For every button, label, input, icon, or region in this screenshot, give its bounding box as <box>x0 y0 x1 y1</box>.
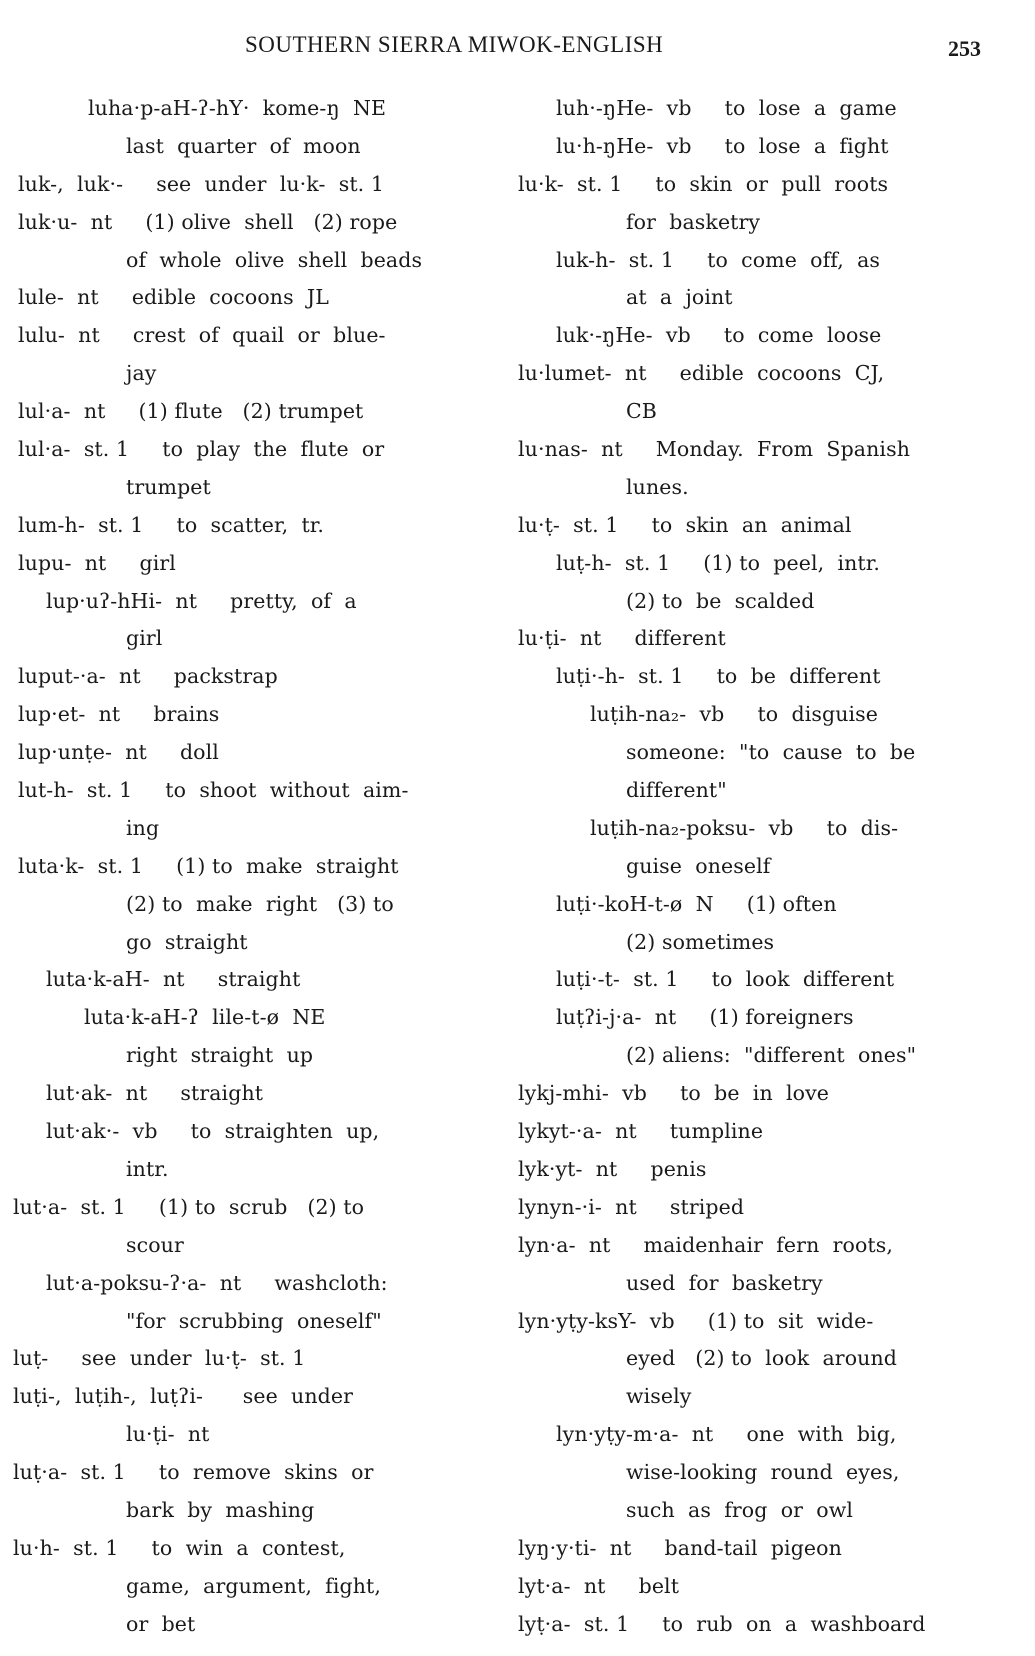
dictionary-line: luṭ-h- st. 1 (1) to peel, intr. <box>556 550 881 575</box>
dictionary-line: luṭi·-h- st. 1 to be different <box>556 664 881 689</box>
dictionary-line: luk·u- nt (1) olive shell (2) rope <box>18 209 398 234</box>
dictionary-line: go straight <box>126 929 248 954</box>
dictionary-line: luput-·a- nt packstrap <box>18 664 278 689</box>
dictionary-line: (2) to be scalded <box>626 588 815 613</box>
dictionary-line: luk-h- st. 1 to come off, as <box>556 247 881 272</box>
dictionary-line: trumpet <box>126 474 211 499</box>
dictionary-line: (2) to make right (3) to <box>126 891 394 916</box>
dictionary-line: lyn·yṭy-ksY- vb (1) to sit wide- <box>518 1308 874 1333</box>
dictionary-line: lul·a- nt (1) flute (2) trumpet <box>18 399 364 424</box>
dictionary-line: jay <box>126 361 157 386</box>
dictionary-line: lu·h- st. 1 to win a contest, <box>13 1535 346 1560</box>
dictionary-line: wise-looking round eyes, <box>626 1460 900 1485</box>
dictionary-line: luk-, luk·- see under lu·k- st. 1 <box>18 171 385 196</box>
dictionary-line: lum-h- st. 1 to scatter, tr. <box>18 512 325 537</box>
dictionary-line: luṭi·-koH-t-ø N (1) often <box>556 891 837 916</box>
dictionary-line: lu·ṭi- nt <box>126 1422 210 1447</box>
dictionary-line: guise oneself <box>626 853 771 878</box>
dictionary-line: of whole olive shell beads <box>126 247 423 272</box>
dictionary-line: lu·k- st. 1 to skin or pull roots <box>518 171 889 196</box>
dictionary-line: luṭih-na₂- vb to disguise <box>590 702 879 727</box>
right-column <box>518 90 1028 1644</box>
page-number: 253 <box>948 36 981 61</box>
dictionary-line: (2) sometimes <box>626 929 775 954</box>
dictionary-line: lyŋ·y·ti- nt band-tail pigeon <box>518 1535 842 1560</box>
dictionary-line: "for scrubbing oneself" <box>126 1308 382 1333</box>
dictionary-line: lut·a- st. 1 (1) to scrub (2) to <box>13 1194 365 1219</box>
dictionary-line: luṭi·-t- st. 1 to look different <box>556 967 895 992</box>
dictionary-line: lynyn-·i- nt striped <box>518 1194 745 1219</box>
dictionary-line: game, argument, fight, <box>126 1573 381 1598</box>
dictionary-line: lut·ak- nt straight <box>46 1081 264 1106</box>
dictionary-line: luk·-ŋHe- vb to come loose <box>556 323 882 348</box>
dictionary-line: luṭ·a- st. 1 to remove skins or <box>13 1460 374 1485</box>
dictionary-line: last quarter of moon <box>126 133 361 158</box>
dictionary-line: lyṭ·a- st. 1 to rub on a washboard <box>518 1611 926 1636</box>
dictionary-line: lulu- nt crest of quail or blue- <box>18 323 386 348</box>
dictionary-line: someone: "to cause to be <box>626 740 916 765</box>
dictionary-line: used for basketry <box>626 1270 823 1295</box>
dictionary-line: lu·ṭ- st. 1 to skin an animal <box>518 512 852 537</box>
dictionary-line: luh·-ŋHe- vb to lose a game <box>556 96 897 120</box>
dictionary-line: luṭih-na₂-poksu- vb to dis- <box>590 815 899 840</box>
dictionary-line: bark by mashing <box>126 1497 315 1522</box>
dictionary-line: luta·k-aH- nt straight <box>46 967 301 992</box>
dictionary-line: lu·nas- nt Monday. From Spanish <box>518 437 910 462</box>
dictionary-line: luṭi-, luṭih-, luṭʔi- see under <box>13 1384 354 1409</box>
dictionary-line: lup·uʔ-hHi- nt pretty, of a <box>46 588 357 613</box>
running-title: SOUTHERN SIERRA MIWOK-ENGLISH <box>245 32 664 57</box>
dictionary-line: lykj-mhi- vb to be in love <box>518 1081 829 1106</box>
dictionary-line: luta·k-aH-ʔ lile-t-ø NE <box>84 1005 326 1030</box>
dictionary-line: at a joint <box>626 285 733 310</box>
dictionary-line: lul·a- st. 1 to play the flute or <box>18 437 385 462</box>
dictionary-line: for basketry <box>626 209 761 234</box>
dictionary-line: luta·k- st. 1 (1) to make straight <box>18 853 399 878</box>
dictionary-line: lut·ak·- vb to straighten up, <box>46 1119 380 1144</box>
dictionary-line: different" <box>626 778 727 803</box>
dictionary-line: intr. <box>126 1156 169 1181</box>
dictionary-line: lut-h- st. 1 to shoot without aim- <box>18 778 409 803</box>
dictionary-line: lyn·a- nt maidenhair fern roots, <box>518 1232 893 1257</box>
dictionary-line: luṭʔi-j·a- nt (1) foreigners <box>556 1005 854 1030</box>
page-header <box>0 28 1035 68</box>
dictionary-line: lu·lumet- nt edible cocoons CJ, <box>518 361 885 386</box>
dictionary-line: lule- nt edible cocoons JL <box>18 285 329 310</box>
dictionary-line: lunes. <box>626 474 689 499</box>
dictionary-line: ing <box>126 815 160 840</box>
dictionary-line: wisely <box>626 1384 692 1409</box>
dictionary-line: luha·p-aH-ʔ-hY· kome-ŋ NE <box>88 96 387 120</box>
dictionary-line: such as frog or owl <box>626 1497 854 1522</box>
dictionary-line: luṭ- see under lu·ṭ- st. 1 <box>13 1346 306 1371</box>
dictionary-line: lu·h-ŋHe- vb to lose a fight <box>556 133 889 158</box>
dictionary-line: lyk·yt- nt penis <box>518 1156 707 1181</box>
dictionary-line: lut·a-poksu-ʔ·a- nt washcloth: <box>46 1270 388 1295</box>
dictionary-line: lykyt-·a- nt tumpline <box>518 1119 764 1144</box>
dictionary-line: eyed (2) to look around <box>626 1346 897 1371</box>
dictionary-line: (2) aliens: "different ones" <box>626 1043 917 1068</box>
dictionary-line: lu·ṭi- nt different <box>518 626 726 651</box>
left-column <box>8 90 478 1644</box>
dictionary-line: lup·et- nt brains <box>18 702 220 727</box>
dictionary-line: lupu- nt girl <box>18 550 176 575</box>
dictionary-line: or bet <box>126 1611 196 1636</box>
dictionary-line: girl <box>126 626 163 651</box>
dictionary-line: lup·unṭe- nt doll <box>18 740 219 765</box>
dictionary-line: right straight up <box>126 1043 314 1068</box>
dictionary-line: lyn·yṭy-m·a- nt one with big, <box>556 1422 897 1447</box>
dictionary-line: scour <box>126 1232 184 1257</box>
dictionary-line: CB <box>626 399 657 424</box>
dictionary-line: lyt·a- nt belt <box>518 1573 680 1598</box>
